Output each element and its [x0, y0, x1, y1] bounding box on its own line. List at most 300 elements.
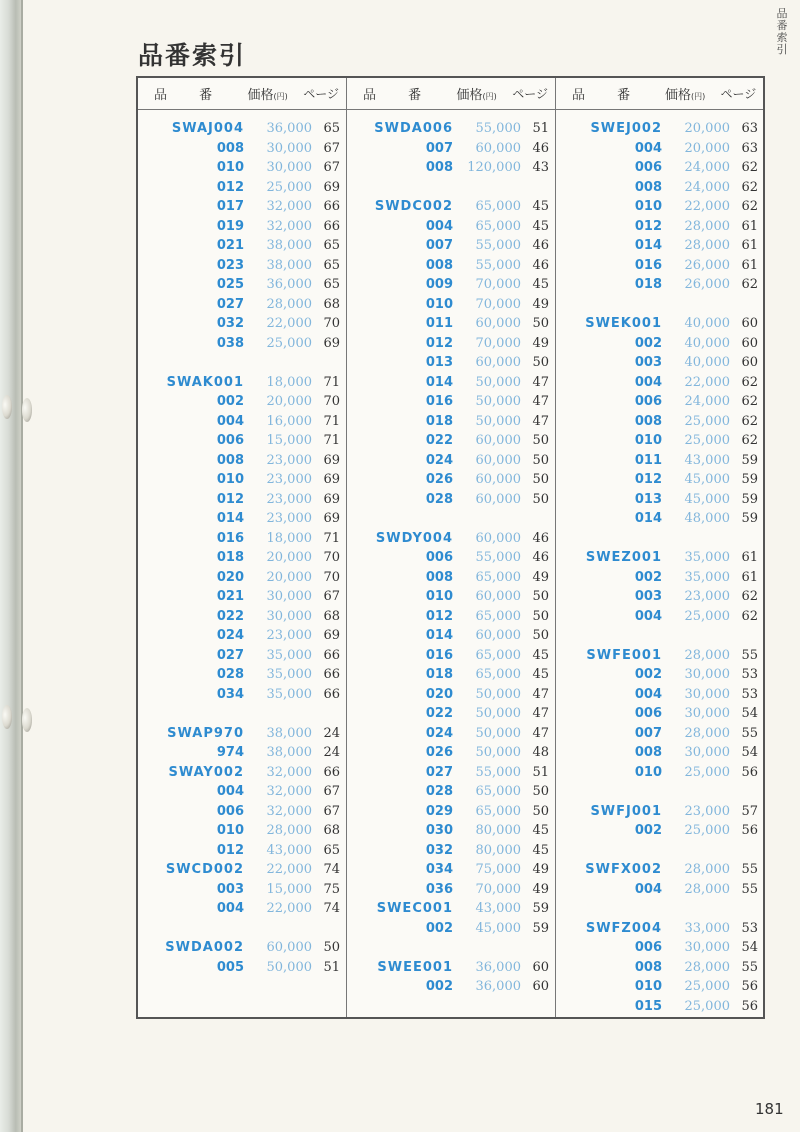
- page-reference: 62: [741, 160, 758, 176]
- price: 80,000: [475, 842, 521, 858]
- price: 60,000: [475, 433, 521, 449]
- table-row: [347, 704, 555, 724]
- page-reference: 56: [741, 823, 758, 839]
- page-reference: 61: [741, 238, 758, 254]
- price: 75,000: [475, 862, 521, 878]
- page-reference: 65: [323, 121, 340, 137]
- table-row: [138, 509, 346, 529]
- price: 30,000: [684, 667, 730, 683]
- table-row: [556, 509, 763, 529]
- page-reference: 70: [323, 316, 340, 332]
- table-row: [138, 373, 346, 393]
- table-row: [347, 665, 555, 685]
- table-row: [556, 197, 763, 217]
- table-row: [556, 373, 763, 393]
- page-reference: 50: [532, 784, 549, 800]
- table-row: [347, 314, 555, 334]
- price: 35,000: [266, 686, 312, 702]
- table-row: [138, 314, 346, 334]
- page-reference: 62: [741, 433, 758, 449]
- price: 25,000: [684, 998, 730, 1014]
- page-reference: 53: [741, 667, 758, 683]
- page-reference: 62: [741, 413, 758, 429]
- page-reference: 62: [741, 199, 758, 215]
- price: 55,000: [475, 238, 521, 254]
- part-number: 008: [634, 959, 662, 975]
- table-row: [556, 236, 763, 256]
- part-number: 034: [425, 862, 453, 878]
- part-number: 004: [634, 140, 662, 156]
- price: 25,000: [266, 335, 312, 351]
- price: 28,000: [684, 862, 730, 878]
- price: 28,000: [684, 725, 730, 741]
- page-reference: 54: [741, 940, 758, 956]
- part-number: 022: [425, 706, 453, 722]
- part-number: 034: [216, 686, 244, 702]
- part-number: 013: [425, 355, 453, 371]
- part-number: 006: [425, 550, 453, 566]
- page-reference: 59: [532, 901, 549, 917]
- binder-hole-icon: [22, 708, 32, 732]
- row-spacer: [556, 782, 763, 802]
- part-number: 012: [425, 608, 453, 624]
- page-reference: 55: [741, 881, 758, 897]
- page-reference: 49: [532, 335, 549, 351]
- table-row: [138, 548, 346, 568]
- part-number: 018: [216, 550, 244, 566]
- price: 25,000: [684, 433, 730, 449]
- price: 18,000: [266, 530, 312, 546]
- row-spacer: [556, 626, 763, 646]
- part-number: SWFJ001: [590, 803, 662, 819]
- price: 20,000: [684, 121, 730, 137]
- price: 23,000: [266, 472, 312, 488]
- table-row: [556, 685, 763, 705]
- price: 65,000: [475, 647, 521, 663]
- page-reference: 46: [532, 550, 549, 566]
- table-row: [347, 743, 555, 763]
- price: 48,000: [684, 511, 730, 527]
- part-number: 028: [425, 491, 453, 507]
- price: 30,000: [684, 745, 730, 761]
- part-number: 002: [216, 394, 244, 410]
- table-row: [347, 529, 555, 549]
- price: 35,000: [266, 647, 312, 663]
- part-number: 004: [216, 413, 244, 429]
- table-row: [556, 821, 763, 841]
- part-number: 024: [216, 628, 244, 644]
- table-row: [347, 431, 555, 451]
- table-row: [138, 431, 346, 451]
- part-number: 010: [425, 296, 453, 312]
- table-row: [347, 958, 555, 978]
- page-reference: 66: [323, 199, 340, 215]
- table-row: [138, 197, 346, 217]
- page-reference: 47: [532, 374, 549, 390]
- part-number: 016: [634, 257, 662, 273]
- table-row: [138, 412, 346, 432]
- price: 55,000: [475, 121, 521, 137]
- table-row: [556, 431, 763, 451]
- part-number: SWEC001: [376, 901, 453, 917]
- price: 45,000: [684, 472, 730, 488]
- table-row: [138, 763, 346, 783]
- price: 60,000: [475, 530, 521, 546]
- page-reference: 71: [323, 433, 340, 449]
- price: 30,000: [266, 160, 312, 176]
- part-number: 012: [216, 179, 244, 195]
- price: 20,000: [266, 569, 312, 585]
- part-number: 008: [425, 257, 453, 273]
- price: 35,000: [266, 667, 312, 683]
- part-number: 002: [634, 667, 662, 683]
- price: 50,000: [266, 959, 312, 975]
- page-reference: 47: [532, 706, 549, 722]
- part-number: 010: [216, 823, 244, 839]
- page-number: 181: [755, 1100, 784, 1118]
- page-reference: 50: [532, 433, 549, 449]
- page-reference: 62: [741, 179, 758, 195]
- page-reference: 49: [532, 862, 549, 878]
- part-number: 022: [216, 608, 244, 624]
- table-row: [138, 646, 346, 666]
- page-reference: 61: [741, 569, 758, 585]
- page-reference: 75: [323, 881, 340, 897]
- page-reference: 47: [532, 725, 549, 741]
- column-header: [138, 78, 346, 110]
- part-number: SWCD002: [165, 862, 244, 878]
- price: 25,000: [684, 823, 730, 839]
- part-number: 010: [425, 589, 453, 605]
- part-number: 008: [425, 160, 453, 176]
- page-reference: 50: [532, 355, 549, 371]
- price: 65,000: [475, 667, 521, 683]
- price: 23,000: [684, 803, 730, 819]
- page-reference: 50: [532, 472, 549, 488]
- header-page: ページ: [303, 87, 339, 101]
- page-reference: 50: [532, 608, 549, 624]
- row-spacer: [556, 529, 763, 549]
- index-column-3: [556, 78, 763, 1017]
- table-row: [138, 470, 346, 490]
- part-number: SWDA006: [374, 121, 453, 137]
- part-number: 004: [216, 901, 244, 917]
- table-row: [347, 412, 555, 432]
- price: 30,000: [684, 706, 730, 722]
- table-row: [138, 880, 346, 900]
- table-row: [138, 802, 346, 822]
- page-reference: 55: [741, 647, 758, 663]
- price: 50,000: [475, 725, 521, 741]
- table-row: [556, 275, 763, 295]
- part-number: 010: [634, 433, 662, 449]
- page-reference: 49: [532, 296, 549, 312]
- part-number: 020: [425, 686, 453, 702]
- table-row: [347, 490, 555, 510]
- table-row: [138, 451, 346, 471]
- price: 22,000: [266, 316, 312, 332]
- column-header: [556, 78, 763, 110]
- table-row: [556, 977, 763, 997]
- price: 23,000: [684, 589, 730, 605]
- price: 55,000: [475, 550, 521, 566]
- price: 35,000: [684, 569, 730, 585]
- table-row: [347, 899, 555, 919]
- page-reference: 60: [532, 979, 549, 995]
- part-number: 004: [634, 881, 662, 897]
- table-row: [138, 334, 346, 354]
- price: 30,000: [266, 140, 312, 156]
- part-number: 002: [634, 823, 662, 839]
- row-spacer: [138, 704, 346, 724]
- page-reference: 50: [532, 491, 549, 507]
- part-number: 027: [216, 296, 244, 312]
- page-reference: 50: [532, 803, 549, 819]
- table-row: [138, 119, 346, 139]
- part-number: 004: [634, 686, 662, 702]
- page-reference: 46: [532, 140, 549, 156]
- price: 32,000: [266, 199, 312, 215]
- page-reference: 47: [532, 686, 549, 702]
- page-title: 品番索引: [138, 41, 247, 70]
- part-number: SWDY004: [375, 530, 453, 546]
- price: 50,000: [475, 745, 521, 761]
- page-reference: 43: [532, 160, 549, 176]
- page-reference: 71: [323, 530, 340, 546]
- table-row: [347, 880, 555, 900]
- page-reference: 56: [741, 764, 758, 780]
- page-reference: 24: [323, 725, 340, 741]
- table-row: [138, 217, 346, 237]
- page-reference: 69: [323, 472, 340, 488]
- table-row: [138, 821, 346, 841]
- price: 60,000: [266, 940, 312, 956]
- table-row: [556, 451, 763, 471]
- page-reference: 68: [323, 608, 340, 624]
- page-reference: 59: [741, 472, 758, 488]
- price: 65,000: [475, 218, 521, 234]
- table-row: [138, 938, 346, 958]
- page-reference: 62: [741, 589, 758, 605]
- price: 32,000: [266, 803, 312, 819]
- price: 33,000: [684, 920, 730, 936]
- page-reference: 68: [323, 823, 340, 839]
- price: 80,000: [475, 823, 521, 839]
- price: 55,000: [475, 257, 521, 273]
- part-number: 036: [425, 881, 453, 897]
- price: 60,000: [475, 355, 521, 371]
- page-reference: 71: [323, 374, 340, 390]
- part-number: 012: [425, 335, 453, 351]
- part-number: 024: [425, 452, 453, 468]
- part-number: SWAJ004: [171, 121, 244, 137]
- page-reference: 45: [532, 277, 549, 293]
- table-row: [556, 470, 763, 490]
- price: 60,000: [475, 472, 521, 488]
- page-reference: 61: [741, 218, 758, 234]
- price: 55,000: [475, 764, 521, 780]
- page-reference: 55: [741, 725, 758, 741]
- table-row: [556, 412, 763, 432]
- table-row: [556, 587, 763, 607]
- price: 70,000: [475, 277, 521, 293]
- part-number: 019: [216, 218, 244, 234]
- table-row: [138, 236, 346, 256]
- row-spacer: [138, 919, 346, 939]
- table-row: [138, 899, 346, 919]
- part-number: 021: [216, 238, 244, 254]
- table-row: [347, 568, 555, 588]
- part-number: 023: [216, 257, 244, 273]
- table-row: [138, 743, 346, 763]
- part-number: 030: [425, 823, 453, 839]
- part-number: 014: [425, 628, 453, 644]
- price: 28,000: [266, 823, 312, 839]
- price: 20,000: [266, 394, 312, 410]
- price: 60,000: [475, 589, 521, 605]
- page-reference: 59: [741, 491, 758, 507]
- table-row: [138, 685, 346, 705]
- page-reference: 59: [532, 920, 549, 936]
- table-row: [347, 334, 555, 354]
- table-row: [138, 958, 346, 978]
- part-number: 006: [634, 940, 662, 956]
- page-reference: 67: [323, 803, 340, 819]
- part-number: 013: [634, 491, 662, 507]
- page-reference: 45: [532, 218, 549, 234]
- table-row: [347, 119, 555, 139]
- part-number: 026: [425, 472, 453, 488]
- price: 50,000: [475, 706, 521, 722]
- page-reference: 70: [323, 550, 340, 566]
- price: 40,000: [684, 335, 730, 351]
- table-row: [347, 841, 555, 861]
- page-reference: 47: [532, 413, 549, 429]
- price: 22,000: [684, 199, 730, 215]
- price: 50,000: [475, 374, 521, 390]
- price: 40,000: [684, 355, 730, 371]
- part-number: 003: [634, 355, 662, 371]
- price: 25,000: [266, 179, 312, 195]
- table-row: [556, 139, 763, 159]
- part-number: SWEK001: [585, 316, 662, 332]
- row-spacer: [347, 178, 555, 198]
- part-number: 025: [216, 277, 244, 293]
- price: 16,000: [266, 413, 312, 429]
- part-number: 014: [216, 511, 244, 527]
- part-number: 010: [634, 199, 662, 215]
- price: 22,000: [266, 862, 312, 878]
- page-reference: 70: [323, 394, 340, 410]
- page-reference: 53: [741, 920, 758, 936]
- part-number: 003: [216, 881, 244, 897]
- row-spacer: [347, 509, 555, 529]
- table-row: [347, 763, 555, 783]
- page-reference: 55: [741, 862, 758, 878]
- part-number: 018: [634, 277, 662, 293]
- price: 60,000: [475, 628, 521, 644]
- row-spacer: [347, 938, 555, 958]
- part-number: 008: [216, 452, 244, 468]
- part-number: 004: [425, 218, 453, 234]
- table-row: [347, 607, 555, 627]
- part-number: 974: [216, 745, 244, 761]
- price: 65,000: [475, 803, 521, 819]
- table-row: [347, 782, 555, 802]
- header-part-number: 品 番: [363, 88, 436, 103]
- table-row: [347, 451, 555, 471]
- binder-ring-icon: [2, 705, 12, 729]
- part-number: 024: [425, 725, 453, 741]
- page-reference: 66: [323, 764, 340, 780]
- price: 25,000: [684, 979, 730, 995]
- table-row: [347, 275, 555, 295]
- page-reference: 51: [532, 764, 549, 780]
- price: 65,000: [475, 784, 521, 800]
- table-row: [138, 626, 346, 646]
- index-column-2: [347, 78, 556, 1017]
- price: 25,000: [684, 764, 730, 780]
- part-number: 018: [425, 413, 453, 429]
- page-reference: 46: [532, 238, 549, 254]
- table-row: [347, 197, 555, 217]
- page-reference: 67: [323, 589, 340, 605]
- part-number: 004: [634, 374, 662, 390]
- header-part-number: 品 番: [154, 88, 227, 103]
- price: 23,000: [266, 511, 312, 527]
- table-row: [138, 295, 346, 315]
- part-number: 007: [425, 238, 453, 254]
- price: 36,000: [475, 959, 521, 975]
- part-number: 029: [425, 803, 453, 819]
- page-reference: 62: [741, 277, 758, 293]
- page-reference: 60: [741, 316, 758, 332]
- part-number: 008: [216, 140, 244, 156]
- price: 30,000: [684, 686, 730, 702]
- price: 32,000: [266, 764, 312, 780]
- page-reference: 47: [532, 394, 549, 410]
- part-number: 022: [425, 433, 453, 449]
- part-number: 027: [216, 647, 244, 663]
- price: 32,000: [266, 784, 312, 800]
- header-price: 価格(円): [456, 88, 497, 103]
- part-number: SWFX002: [585, 862, 662, 878]
- part-number: 008: [634, 179, 662, 195]
- part-number: 002: [425, 979, 453, 995]
- page-reference: 57: [741, 803, 758, 819]
- part-number: 018: [425, 667, 453, 683]
- part-number: 014: [425, 374, 453, 390]
- price: 45,000: [684, 491, 730, 507]
- header-page: ページ: [512, 87, 548, 101]
- column-header: [347, 78, 555, 110]
- table-row: [556, 217, 763, 237]
- table-row: [556, 880, 763, 900]
- page-reference: 63: [741, 121, 758, 137]
- page-reference: 45: [532, 823, 549, 839]
- part-number: 006: [216, 433, 244, 449]
- page-reference: 62: [741, 608, 758, 624]
- table-row: [138, 841, 346, 861]
- page-reference: 61: [741, 257, 758, 273]
- page-reference: 60: [741, 355, 758, 371]
- part-number: 007: [634, 725, 662, 741]
- part-number: 010: [634, 764, 662, 780]
- price: 50,000: [475, 413, 521, 429]
- side-index-tab: 品 番 索 引: [776, 7, 788, 56]
- price: 50,000: [475, 394, 521, 410]
- price: 45,000: [475, 920, 521, 936]
